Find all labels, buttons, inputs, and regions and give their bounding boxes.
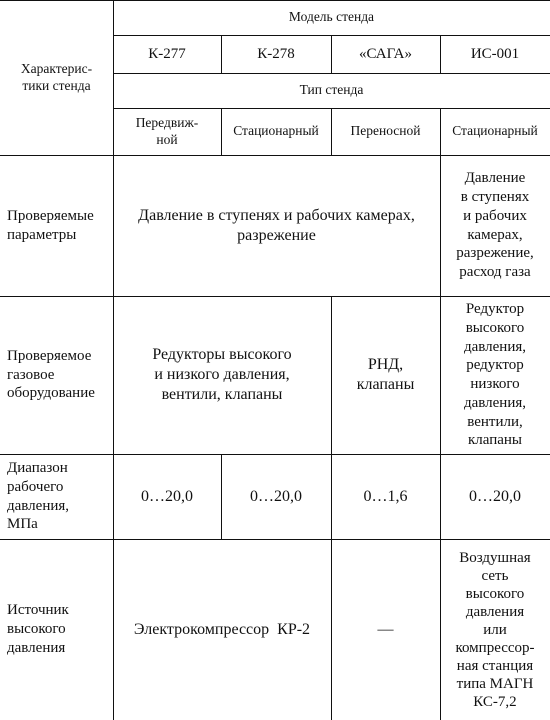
model-k278: К-278 [257, 45, 295, 62]
type-k277: Передвиж- ной [135, 114, 199, 147]
pressure-k278: 0…20,0 [250, 487, 302, 505]
type-saga: Переносной [350, 123, 421, 139]
model-k277: К-277 [148, 45, 186, 62]
pressure-is001: 0…20,0 [469, 487, 521, 505]
equipment-is001: Редуктор высокого давления, редуктор низкого давления, вентили, клапаны [463, 301, 527, 449]
source-merged: Электрокомпрессор КР-2 [133, 620, 311, 638]
equipment-merged: Редукторы высокого и низкого давления, вентили, клапаны [152, 346, 292, 403]
equipment-saga: РНД, клапаны [356, 356, 415, 393]
type-is001: Стационарный [452, 123, 538, 139]
model-is001: ИС-001 [470, 45, 520, 62]
parameters-merged: Давление в ступенях и рабочих камерах, разрежение [138, 206, 415, 244]
source-is001: Воздушная сеть высокого давления или компрессор- ная станция типа МАГН КС-7,2 [455, 549, 535, 710]
pressure-k277: 0…20,0 [141, 487, 193, 505]
header-row-label: Характерис- тики стенда [20, 60, 93, 93]
parameters-is001: Давление в ступенях и рабочих камерах, разрежение, расход газа [456, 170, 534, 280]
row-label-equipment: Проверяемое газовое оборудование [7, 347, 95, 402]
row-label-parameters: Проверяемые параметры [7, 207, 94, 243]
row-label-pressure-range: Диапазон рабочего давления, МПа [7, 460, 70, 533]
model-group-header: Модель стенда [288, 9, 375, 25]
model-saga: «САГА» [359, 45, 412, 62]
type-k278: Стационарный [233, 123, 319, 139]
pressure-saga: 0…1,6 [363, 487, 408, 505]
row-label-source: Источник высокого давления [7, 602, 69, 656]
type-group-header: Тип стенда [299, 82, 364, 98]
source-saga: — [377, 620, 394, 638]
